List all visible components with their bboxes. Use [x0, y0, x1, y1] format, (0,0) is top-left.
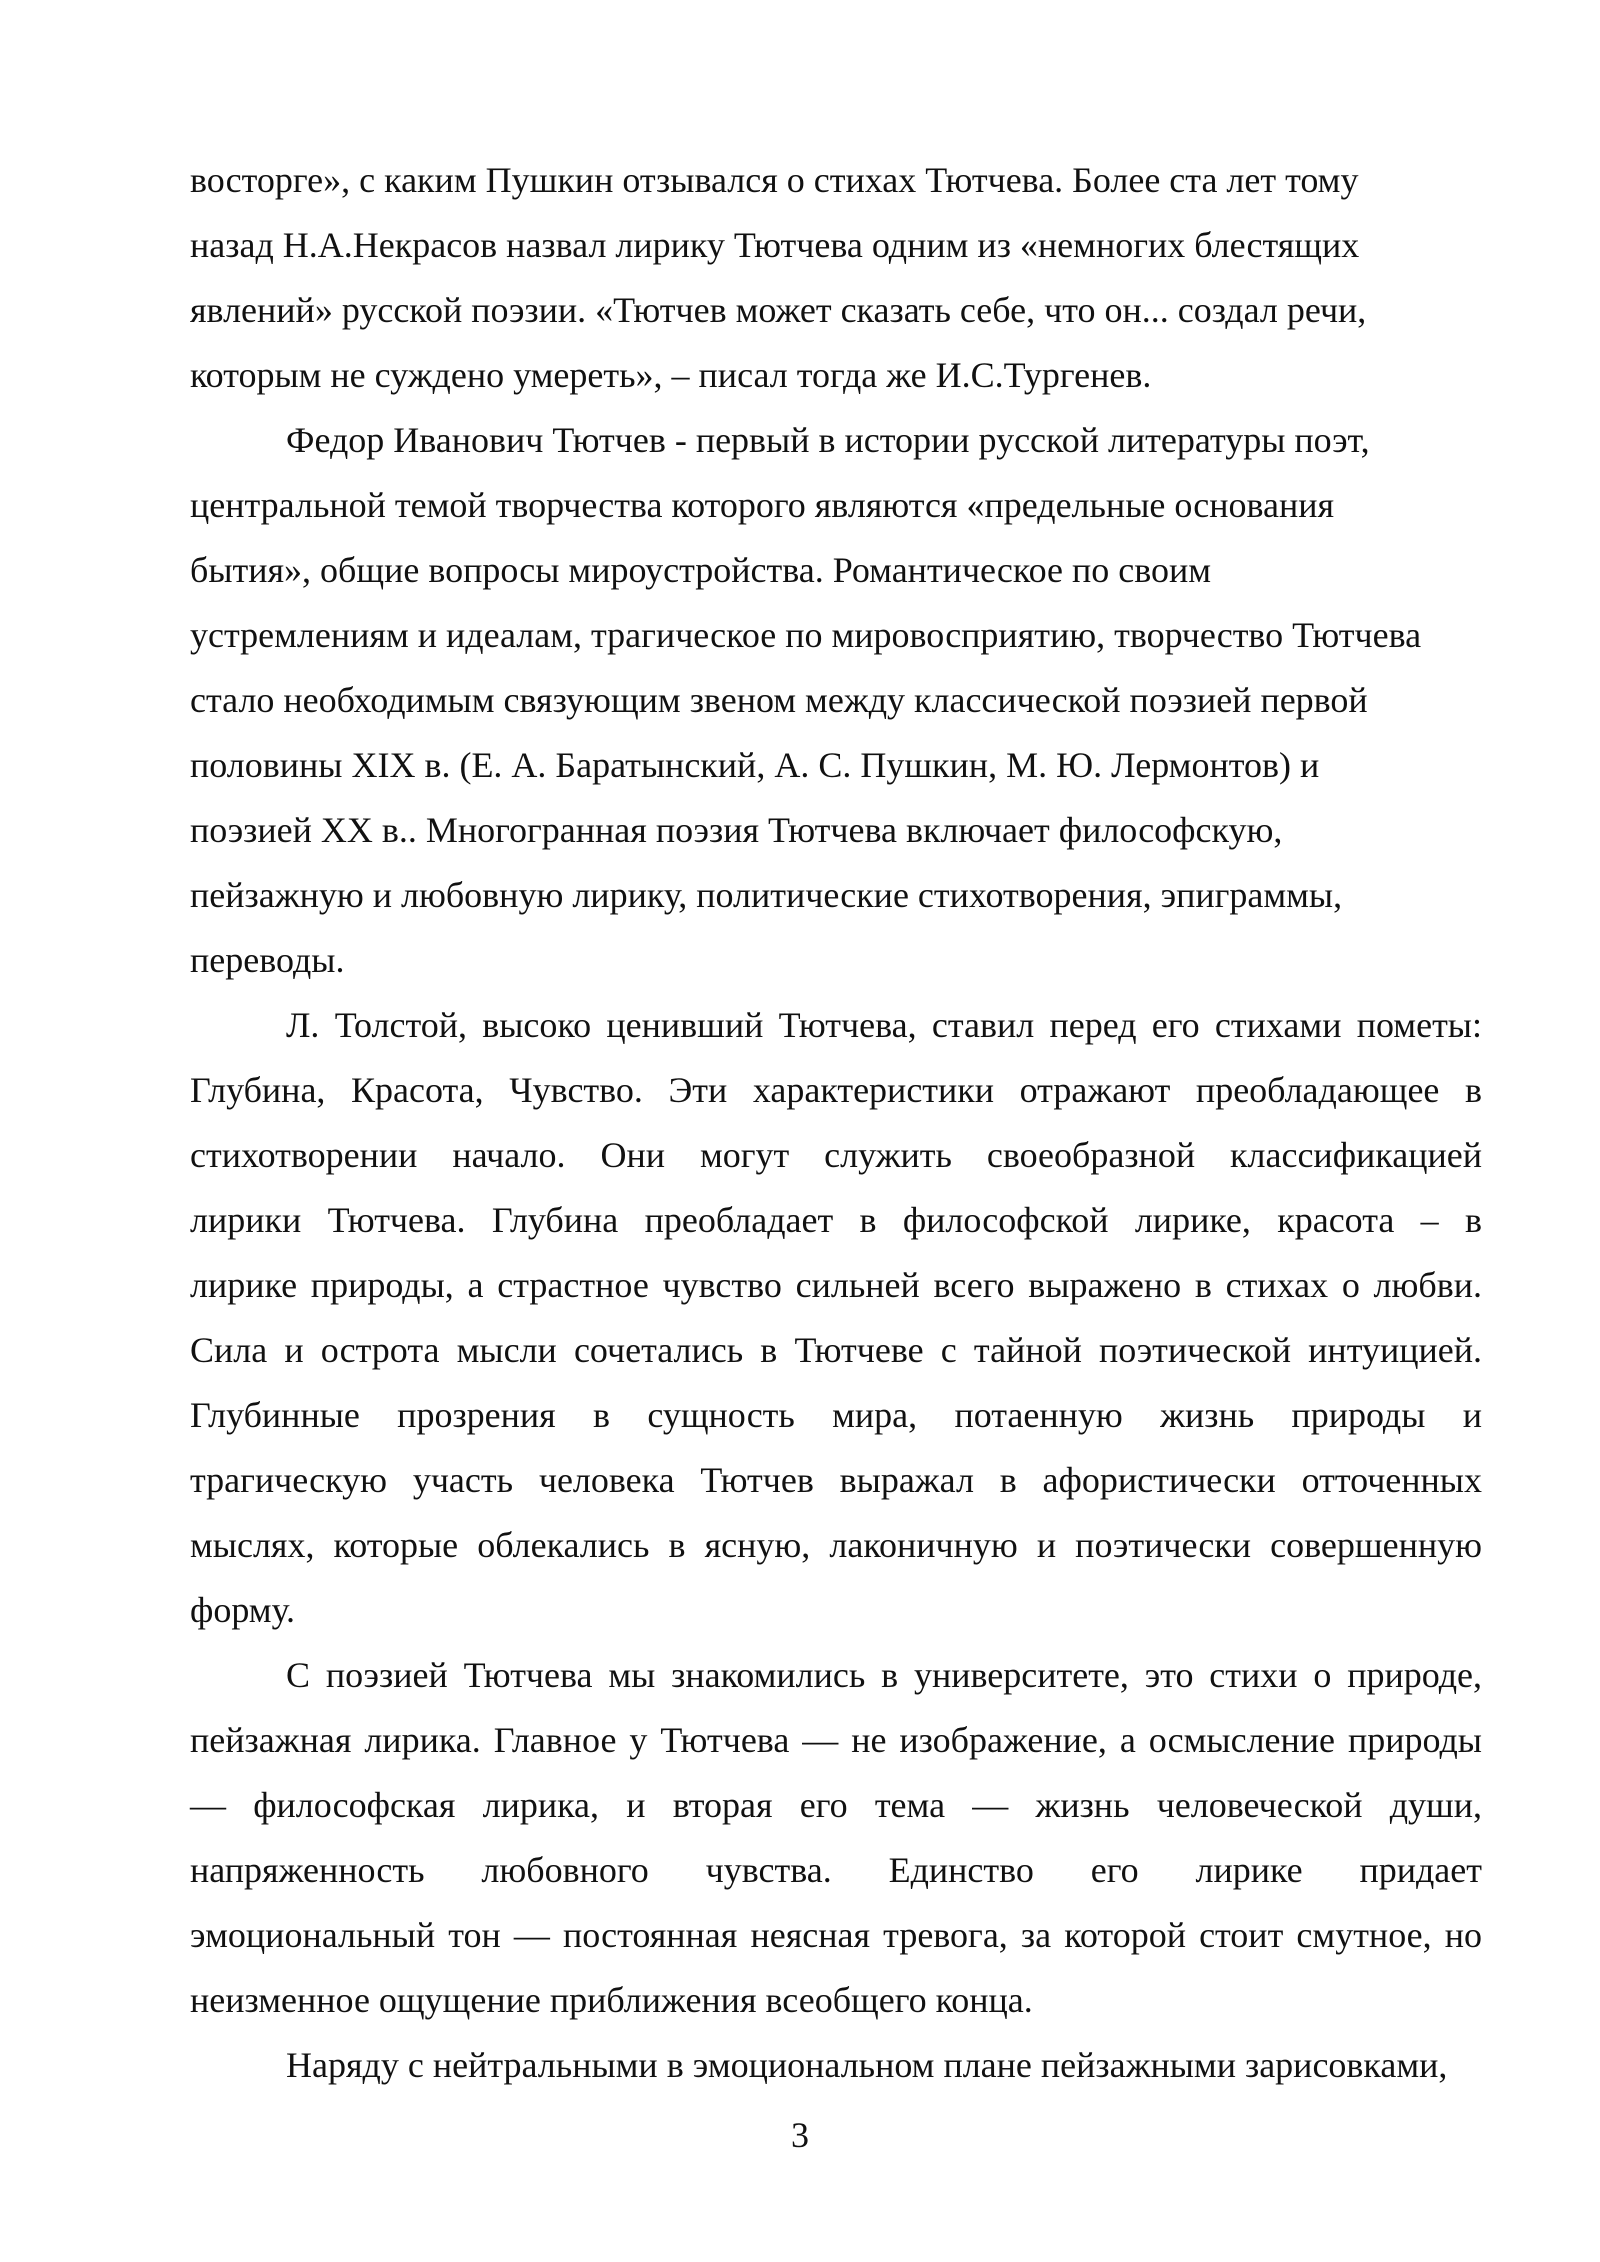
text-line: Глубина, Красота, Чувство. Эти характеристики отражают преобладающее в [190, 1070, 1482, 1110]
text-line: переводы. [190, 940, 345, 980]
paragraph [190, 993, 1482, 1643]
text-line: назад Н.А.Некрасов назвал лирику Тютчева одним из «немногих блестящих [190, 225, 1360, 265]
text-line: С поэзией Тютчева мы знакомились в университете, это стихи о природе, [286, 1655, 1482, 1695]
text-line: явлений» русской поэзии. «Тютчев может сказать себе, что он... создал речи, [190, 290, 1367, 330]
paragraph [190, 1643, 1482, 2033]
text-line: неизменное ощущение приближения всеобщего конца. [190, 1980, 1033, 2020]
text-line: мыслях, которые облекались в ясную, лаконичную и поэтически совершенную [190, 1525, 1482, 1565]
text-line: — философская лирика, и вторая его тема — жизнь человеческой души, [190, 1785, 1482, 1825]
text-line: Л. Толстой, высоко ценивший Тютчева, ставил перед его стихами пометы: [286, 1005, 1482, 1045]
paragraph [190, 408, 1482, 993]
text-line: форму. [190, 1590, 295, 1630]
text-line: которым не суждено умереть», – писал тогда же И.С.Тургенев. [190, 355, 1152, 395]
text-line: поэзией XX в.. Многогранная поэзия Тютчева включает философскую, [190, 810, 1283, 850]
text-line: трагическую участь человека Тютчев выражал в афористически отточенных [190, 1460, 1482, 1500]
paragraph [190, 148, 1482, 408]
text-line: пейзажная лирика. Главное у Тютчева — не изображение, а осмысление природы [190, 1720, 1482, 1760]
text-line: напряженность любовного чувства. Единство его лирике придает [190, 1850, 1482, 1890]
text-line: Сила и острота мысли сочетались в Тютчеве с тайной поэтической интуицией. [190, 1330, 1482, 1370]
text-line: восторге», с каким Пушкин отзывался о стихах Тютчева. Более ста лет тому [190, 160, 1359, 200]
text-line: Федор Иванович Тютчев - первый в истории русской литературы поэт, [286, 420, 1370, 460]
text-line: стихотворении начало. Они могут служить своеобразной классификацией [190, 1135, 1482, 1175]
text-line: эмоциональный тон — постоянная неясная тревога, за которой стоит смутное, но [190, 1915, 1482, 1955]
text-line: Наряду с нейтральными в эмоциональном плане пейзажными зарисовками, [286, 2045, 1448, 2085]
text-line: бытия», общие вопросы мироустройства. Романтическое по своим [190, 550, 1212, 590]
body-text [190, 148, 1482, 2098]
page-number: 3 [791, 2115, 809, 2155]
text-line: пейзажную и любовную лирику, политические стихотворения, эпиграммы, [190, 875, 1343, 915]
text-line: лирике природы, а страстное чувство сильней всего выражено в стихах о любви. [190, 1265, 1482, 1305]
text-line: центральной темой творчества которого являются «предельные основания [190, 485, 1335, 525]
text-line: Глубинные прозрения в сущность мира, потаенную жизнь природы и [190, 1395, 1482, 1435]
text-line: устремлениям и идеалам, трагическое по мировосприятию, творчество Тютчева [190, 615, 1422, 655]
text-line: лирики Тютчева. Глубина преобладает в философской лирике, красота – в [190, 1200, 1482, 1240]
paragraph [190, 2033, 1482, 2098]
text-line: половины XIX в. (Е. А. Баратынский, А. С. Пушкин, М. Ю. Лермонтов) и [190, 745, 1320, 785]
text-line: стало необходимым связующим звеном между классической поэзией первой [190, 680, 1368, 720]
